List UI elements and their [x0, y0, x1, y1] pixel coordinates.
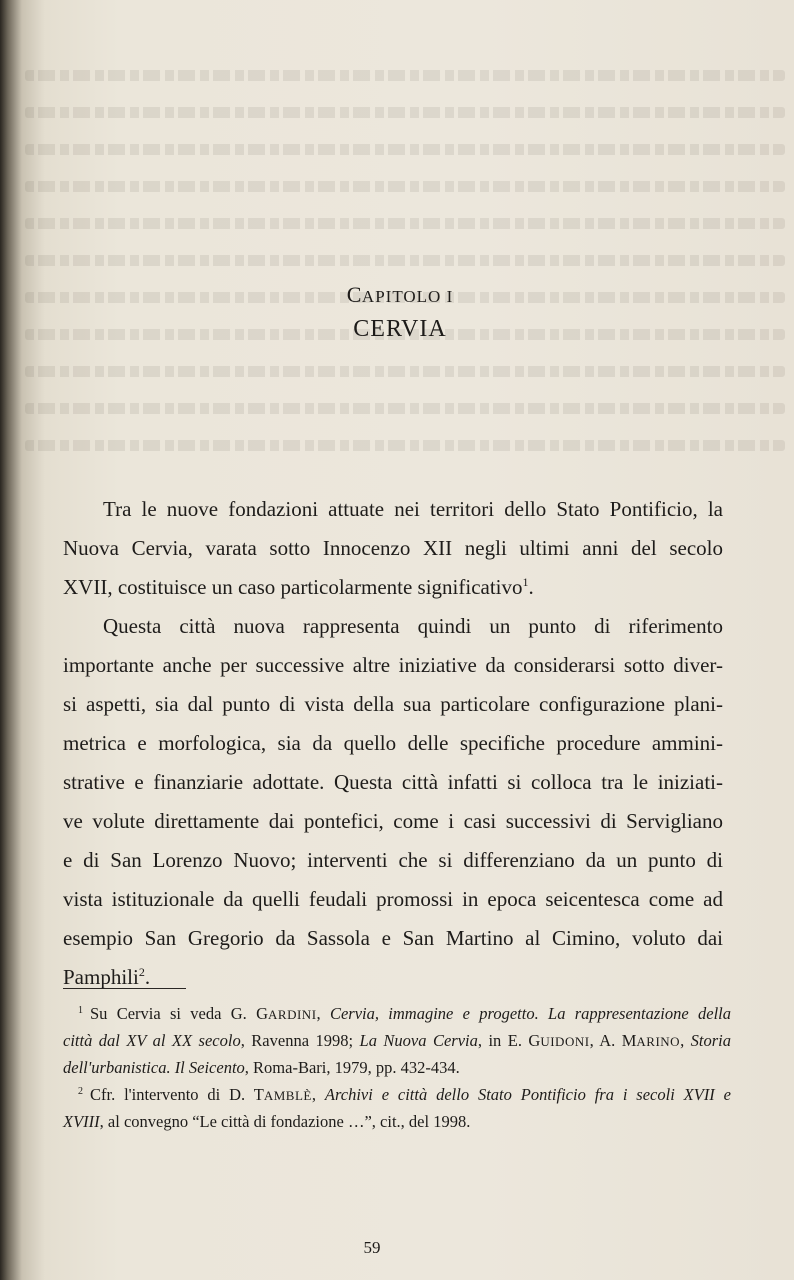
chapter-title: CERVIA	[353, 316, 447, 342]
body-text	[63, 490, 723, 997]
footnote-separator	[63, 988, 186, 989]
footnote-line: dell'urbanistica. Il Seicento, Roma-Bari, 1979, pp. 432-434.	[63, 1058, 460, 1077]
text-line: esempio San Gregorio da Sassola e San Martino al Cimino, voluto dai	[63, 926, 723, 950]
text-line: XVII, costituisce un caso particolarmente significativo$^1$.	[63, 575, 534, 599]
text-line: vista istituzionale da quelli feudali promossi in epoca seicentesca come ad	[63, 887, 723, 911]
footnote-line: XVIII, al convegno “Le città di fondazione …”, cit., del 1998.	[63, 1112, 471, 1131]
text-line: importante anche per successive altre iniziative da considerarsi sotto diver-	[63, 653, 723, 677]
paragraph-1	[63, 490, 723, 607]
footnote-line: $^1$ Su Cervia si veda G. GARDINI, Cervia, immagine e progetto. La rappresentazione della	[78, 1004, 732, 1023]
footnote-2	[63, 1081, 731, 1135]
footnote-ref-2: 2	[138, 965, 145, 979]
footnotes	[63, 1000, 731, 1135]
text-line: e di San Lorenzo Nuovo; interventi che si differenziano da un punto di	[63, 848, 723, 872]
text-line: strative e finanziarie adottate. Questa città infatti si colloca tra le iniziati-	[63, 770, 723, 794]
text-line: Questa città nuova rappresenta quindi un punto di riferimento	[103, 614, 723, 638]
text-line: Tra le nuove fondazioni attuate nei territori dello Stato Pontificio, la	[103, 497, 723, 521]
text-line: metrica e morfologica, sia da quello delle specifiche procedure ammini-	[63, 731, 723, 755]
text-line: si aspetti, sia dal punto di vista della sua particolare configurazione plani-	[63, 692, 723, 716]
text-line: Pamphili$^2$.	[63, 965, 151, 989]
footnote-ref-1: 1	[522, 575, 529, 589]
text-line: Nuova Cervia, varata sotto Innocenzo XII negli ultimi anni del secolo	[63, 536, 723, 560]
footnote-line: $^2$ Cfr. l'intervento di D. TAMBLÈ, Archivi e città dello Stato Pontificio fra i secoli XVII e	[78, 1085, 732, 1104]
text-line: ve volute direttamente dai pontefici, come i casi successivi di Servigliano	[63, 809, 723, 833]
footnote-line: città dal XV al XX secolo, Ravenna 1998; La Nuova Cervia, in E. GUIDONI, A. MARINO, Storia	[63, 1031, 732, 1050]
show-through-text	[25, 70, 785, 490]
paragraph-2	[63, 607, 723, 997]
page-number: 59	[363, 1238, 381, 1257]
footnote-1	[63, 1000, 731, 1081]
chapter-label: CAPITOLO I	[346, 282, 454, 307]
